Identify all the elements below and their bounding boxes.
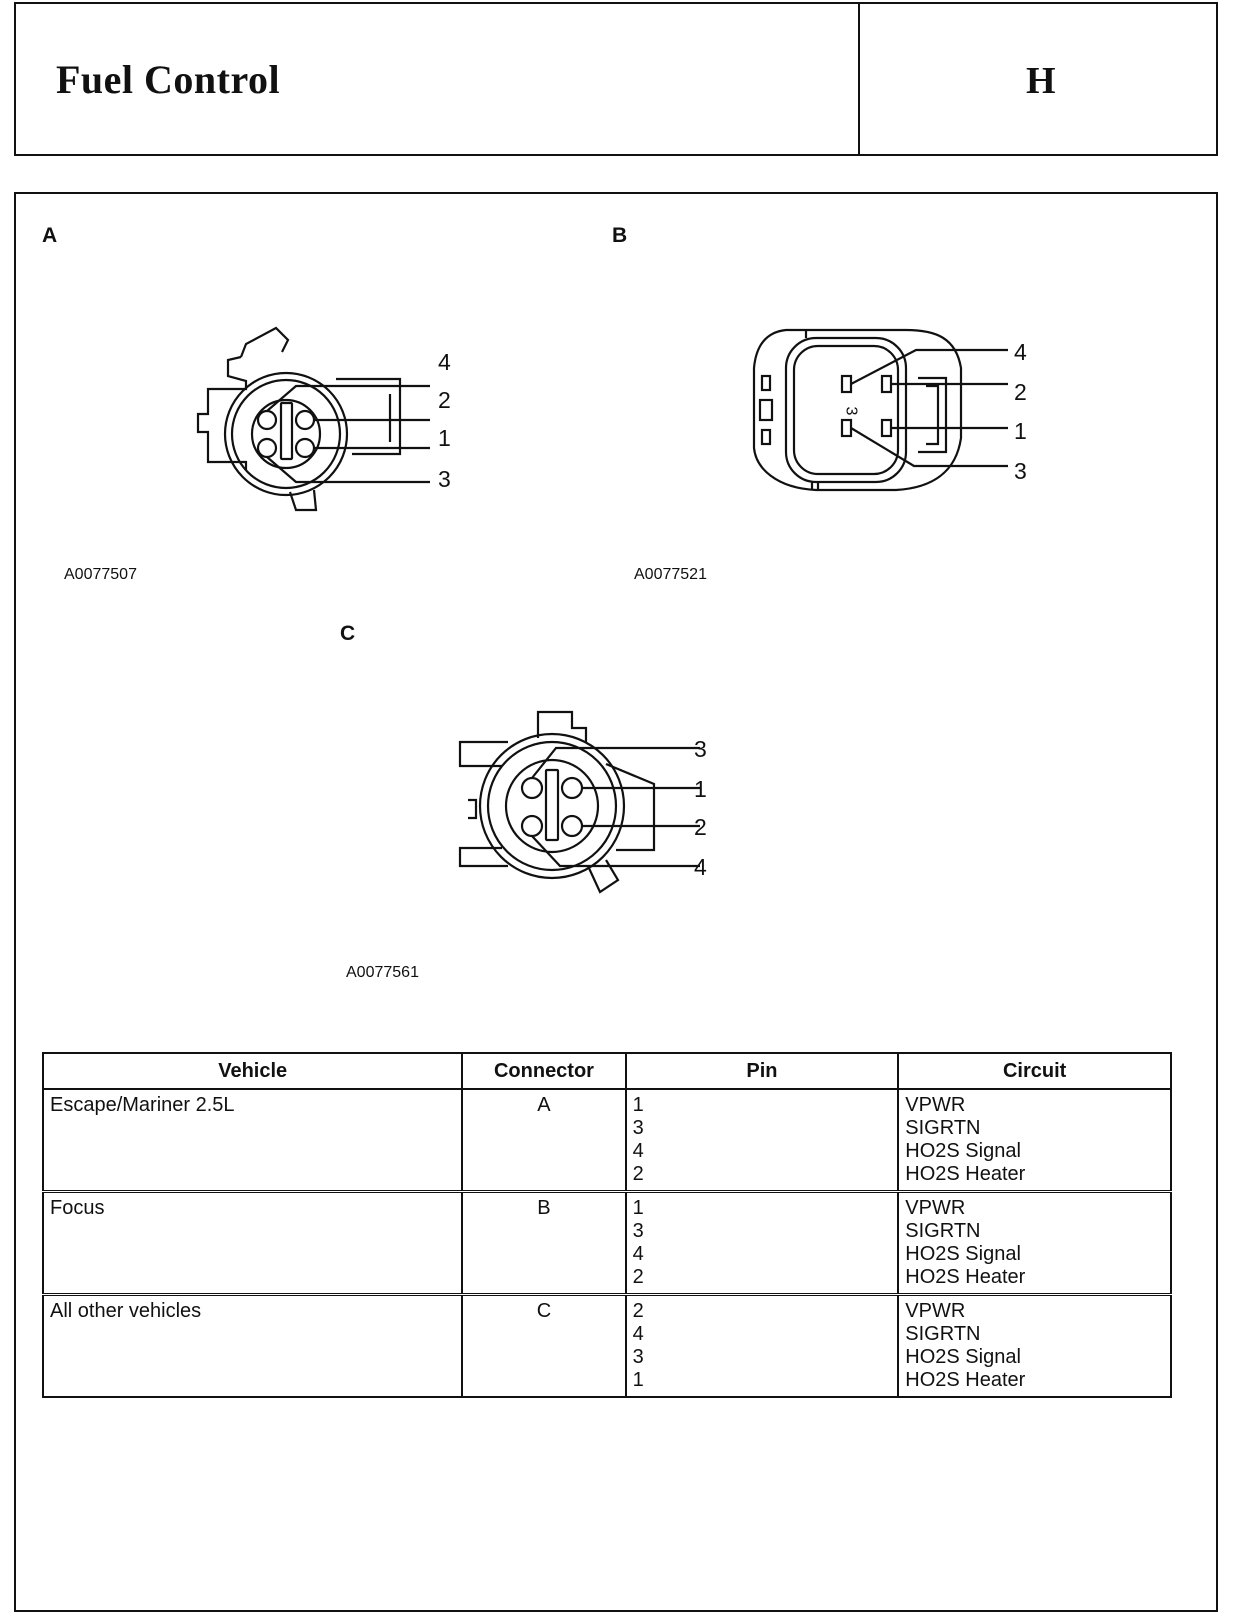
pin-value: 4 bbox=[632, 1323, 644, 1345]
table-row bbox=[43, 1192, 1171, 1295]
connector-b-label-2: 2 bbox=[1014, 379, 1027, 405]
connector-a-housing-left bbox=[198, 357, 246, 470]
connector-c-label-4: 4 bbox=[694, 854, 707, 880]
connector-cell: A bbox=[462, 1089, 625, 1192]
connector-c-pin-3 bbox=[522, 778, 542, 798]
connector-c-pin-face bbox=[506, 760, 598, 852]
connector-a-inner-ring bbox=[232, 380, 340, 488]
pin-cell bbox=[626, 1192, 899, 1295]
table-row bbox=[43, 1295, 1171, 1398]
connector-a-key bbox=[281, 403, 292, 459]
circuit-cell bbox=[898, 1089, 1171, 1192]
connector-c-pin-2 bbox=[562, 816, 582, 836]
connector-c-pin-1 bbox=[562, 778, 582, 798]
table-header-row bbox=[43, 1053, 1171, 1089]
header-pin: Pin bbox=[626, 1053, 899, 1089]
connector-c-label-2: 1 bbox=[694, 776, 707, 802]
circuit-value: HO2S Heater bbox=[905, 1163, 1026, 1185]
connector-cell: B bbox=[462, 1192, 625, 1295]
connector-b-label-1: 4 bbox=[1014, 339, 1027, 365]
section-letter: H bbox=[1026, 60, 1056, 102]
connector-a-label-2: 2 bbox=[438, 387, 451, 413]
vehicle-cell: Escape/Mariner 2.5L bbox=[43, 1089, 462, 1192]
circuit-value: VPWR bbox=[905, 1094, 966, 1116]
header-divider bbox=[858, 4, 860, 154]
connector-b-pin-2 bbox=[882, 376, 891, 392]
circuit-value: HO2S Signal bbox=[905, 1346, 1021, 1368]
connector-a-top-tab bbox=[241, 328, 288, 357]
pin-value: 4 bbox=[632, 1243, 644, 1265]
connector-a-pin-face bbox=[252, 400, 320, 468]
connector-b-label-3: 1 bbox=[1014, 418, 1027, 444]
connector-c-right-lock bbox=[606, 764, 654, 850]
header-connector: Connector bbox=[462, 1053, 625, 1089]
figure-a-letter: A bbox=[42, 224, 58, 247]
vehicle-cell: All other vehicles bbox=[43, 1295, 462, 1398]
connector-c-inner-ring bbox=[488, 742, 616, 870]
pin-value: 2 bbox=[632, 1300, 644, 1322]
connector-a-pin-4 bbox=[258, 411, 276, 429]
header-vehicle: Vehicle bbox=[43, 1053, 462, 1089]
circuit-cell bbox=[898, 1192, 1171, 1295]
circuit-value: HO2S Signal bbox=[905, 1243, 1021, 1265]
connector-b-leader-3 bbox=[851, 428, 1008, 466]
circuit-value: SIGRTN bbox=[905, 1220, 981, 1242]
connector-a-leader-3 bbox=[267, 457, 430, 482]
circuit-value: HO2S Signal bbox=[905, 1140, 1021, 1162]
connector-c-diagram bbox=[456, 710, 716, 910]
connector-b-slot-2 bbox=[760, 400, 772, 420]
figure-b-id: A0077521 bbox=[634, 566, 707, 583]
pin-value: 1 bbox=[632, 1369, 644, 1391]
connector-b-latch bbox=[918, 378, 946, 452]
connector-c-label-3: 2 bbox=[694, 814, 707, 840]
connector-b-housing-mark: 3 bbox=[842, 406, 860, 416]
connector-c-top-tab bbox=[538, 712, 586, 742]
header-circuit: Circuit bbox=[898, 1053, 1171, 1089]
connector-c-key bbox=[546, 770, 558, 840]
vehicle-cell: Focus bbox=[43, 1192, 462, 1295]
circuit-value: VPWR bbox=[905, 1300, 966, 1322]
connector-b-pin-3 bbox=[842, 420, 851, 436]
pin-value: 3 bbox=[632, 1117, 644, 1139]
connector-b-label-4: 3 bbox=[1014, 458, 1027, 484]
connector-a-pin-2 bbox=[296, 411, 314, 429]
connector-a-diagram bbox=[186, 324, 446, 524]
figure-c-letter: C bbox=[340, 622, 356, 645]
connector-a-body bbox=[225, 373, 347, 495]
connector-a-label-3: 1 bbox=[438, 425, 451, 451]
connector-panel bbox=[14, 192, 1218, 1612]
pin-value: 4 bbox=[632, 1140, 644, 1162]
connector-b-pin-1 bbox=[882, 420, 891, 436]
pinout-table bbox=[42, 1052, 1172, 1398]
pin-cell bbox=[626, 1089, 899, 1192]
table-row bbox=[43, 1089, 1171, 1192]
circuit-value: SIGRTN bbox=[905, 1117, 981, 1139]
pin-value: 1 bbox=[632, 1197, 644, 1219]
figure-b-letter: B bbox=[612, 224, 628, 247]
connector-b-slot-1 bbox=[762, 376, 770, 390]
page-header bbox=[14, 2, 1218, 156]
connector-b-latch-inner bbox=[926, 386, 938, 444]
connector-b-slot-3 bbox=[762, 430, 770, 444]
connector-a-label-4: 3 bbox=[438, 466, 451, 492]
pin-value: 2 bbox=[632, 1163, 644, 1185]
connector-c-label-1: 3 bbox=[694, 736, 707, 762]
circuit-value: HO2S Heater bbox=[905, 1369, 1026, 1391]
connector-a-pin-3 bbox=[258, 439, 276, 457]
circuit-cell bbox=[898, 1295, 1171, 1398]
page-title: Fuel Control bbox=[56, 57, 281, 102]
pin-value: 2 bbox=[632, 1266, 644, 1288]
connector-a-pin-1 bbox=[296, 439, 314, 457]
connector-b-diagram bbox=[746, 328, 1006, 498]
pin-value: 3 bbox=[632, 1220, 644, 1242]
figure-c-id: A0077561 bbox=[346, 964, 419, 981]
connector-a-label-1: 4 bbox=[438, 349, 451, 375]
connector-cell: C bbox=[462, 1295, 625, 1398]
circuit-value: VPWR bbox=[905, 1197, 966, 1219]
circuit-value: HO2S Heater bbox=[905, 1266, 1026, 1288]
connector-b-ribs bbox=[806, 330, 818, 490]
connector-b-pin-4 bbox=[842, 376, 851, 392]
pin-value: 1 bbox=[632, 1094, 644, 1116]
connector-c-pin-4 bbox=[522, 816, 542, 836]
pin-value: 3 bbox=[632, 1346, 644, 1368]
circuit-value: SIGRTN bbox=[905, 1323, 981, 1345]
figure-a-id: A0077507 bbox=[64, 566, 137, 583]
connector-c-side-slot bbox=[468, 800, 476, 818]
pin-cell bbox=[626, 1295, 899, 1398]
